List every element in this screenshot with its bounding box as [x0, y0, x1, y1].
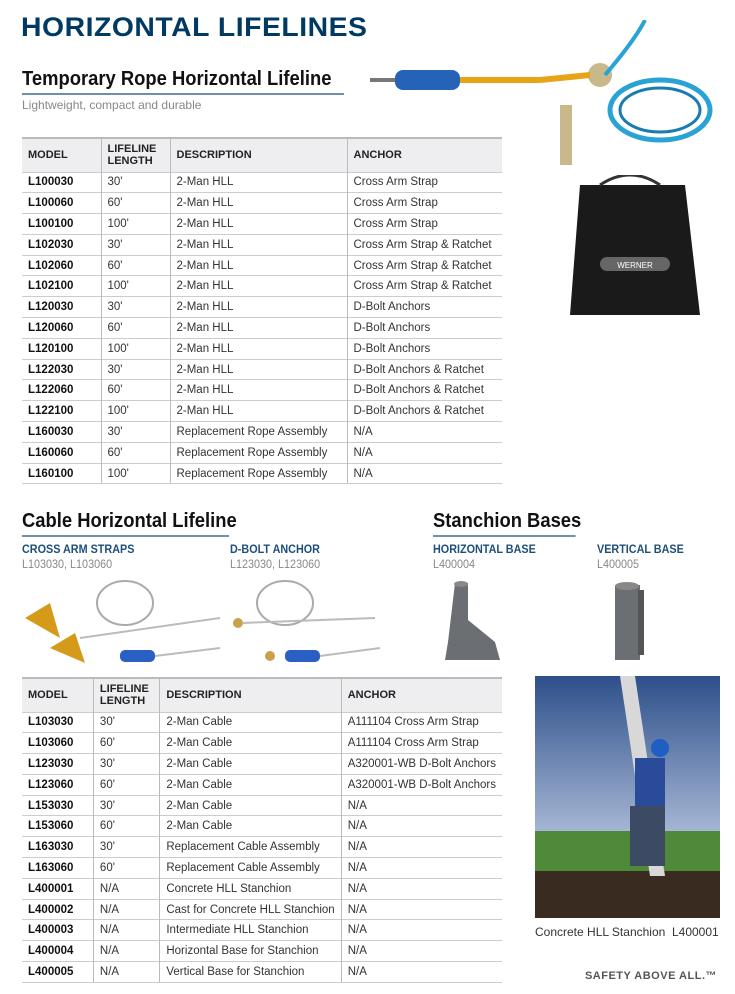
- table-row: [22, 318, 502, 339]
- horizontal-base-code: L400004: [433, 557, 476, 571]
- footer-slogan: SAFETY ABOVE ALL.™: [584, 970, 717, 982]
- concrete-stanchion-photo: [535, 676, 720, 918]
- photo-caption: Concrete HLL Stanchion L400001: [535, 925, 719, 939]
- anchor-cell: N/A: [347, 442, 502, 463]
- anchor-cell: Cross Arm Strap: [347, 193, 502, 214]
- cross-arm-straps-label: CROSS ARM STRAPS: [22, 542, 135, 556]
- table-row: [22, 878, 502, 899]
- model-cell: L160060: [22, 442, 101, 463]
- description-cell: Replacement Cable Assembly: [160, 858, 341, 879]
- length-cell: 100': [101, 338, 170, 359]
- anchor-cell: N/A: [341, 858, 502, 879]
- description-cell: Horizontal Base for Stanchion: [160, 941, 341, 962]
- length-cell: 30': [101, 297, 170, 318]
- model-cell: L120030: [22, 297, 101, 318]
- length-cell: 30': [93, 712, 159, 733]
- description-cell: 2-Man HLL: [170, 318, 347, 339]
- anchor-cell: D-Bolt Anchors: [347, 318, 502, 339]
- anchor-cell: N/A: [341, 816, 502, 837]
- model-cell: L122060: [22, 380, 101, 401]
- anchor-cell: N/A: [341, 878, 502, 899]
- model-cell: L122100: [22, 401, 101, 422]
- table-row: [22, 255, 502, 276]
- length-cell: N/A: [93, 878, 159, 899]
- length-cell: 30': [93, 754, 159, 775]
- table-row: [22, 214, 502, 235]
- anchor-cell: N/A: [341, 941, 502, 962]
- storage-bag-image: [560, 175, 710, 330]
- rope-tagline: Lightweight, compact and durable: [22, 98, 202, 112]
- col-anchor: ANCHOR: [347, 138, 502, 172]
- length-cell: 60': [101, 318, 170, 339]
- description-cell: 2-Man HLL: [170, 297, 347, 318]
- anchor-cell: Cross Arm Strap & Ratchet: [347, 255, 502, 276]
- description-cell: 2-Man Cable: [160, 774, 341, 795]
- anchor-cell: D-Bolt Anchors & Ratchet: [347, 401, 502, 422]
- rope-table: [22, 137, 502, 484]
- table-row: [22, 837, 502, 858]
- table-row: [22, 338, 502, 359]
- table-row: [22, 712, 502, 733]
- table-row: [22, 899, 502, 920]
- model-cell: L120060: [22, 318, 101, 339]
- col-description: DESCRIPTION: [160, 678, 341, 712]
- length-cell: 60': [101, 442, 170, 463]
- page-title: HORIZONTAL LIFELINES: [21, 12, 368, 42]
- model-cell: L163030: [22, 837, 93, 858]
- description-cell: Replacement Rope Assembly: [170, 422, 347, 443]
- model-cell: L400002: [22, 899, 93, 920]
- description-cell: 2-Man HLL: [170, 401, 347, 422]
- table-row: [22, 754, 502, 775]
- length-cell: 30': [93, 795, 159, 816]
- length-cell: 60': [101, 380, 170, 401]
- model-cell: L100060: [22, 193, 101, 214]
- col-length: LIFELINE LENGTH: [93, 678, 159, 712]
- description-cell: 2-Man HLL: [170, 338, 347, 359]
- model-cell: L400003: [22, 920, 93, 941]
- anchor-cell: D-Bolt Anchors: [347, 338, 502, 359]
- anchor-cell: A320001-WB D-Bolt Anchors: [341, 754, 502, 775]
- col-model: MODEL: [22, 678, 93, 712]
- anchor-cell: Cross Arm Strap: [347, 172, 502, 193]
- horizontal-base-label: HORIZONTAL BASE: [433, 542, 536, 556]
- cross-arm-straps-codes: L103030, L103060: [22, 557, 113, 571]
- model-cell: L400004: [22, 941, 93, 962]
- table-row: [22, 359, 502, 380]
- length-cell: 60': [93, 733, 159, 754]
- cross-arm-straps-image: [20, 578, 220, 668]
- anchor-cell: N/A: [341, 962, 502, 983]
- length-cell: 100': [101, 401, 170, 422]
- description-cell: 2-Man HLL: [170, 172, 347, 193]
- table-header-row: [22, 678, 502, 712]
- description-cell: 2-Man HLL: [170, 380, 347, 401]
- model-cell: L120100: [22, 338, 101, 359]
- model-cell: L123030: [22, 754, 93, 775]
- model-cell: L153030: [22, 795, 93, 816]
- table-row: [22, 920, 502, 941]
- length-cell: N/A: [93, 962, 159, 983]
- anchor-cell: A111104 Cross Arm Strap: [341, 733, 502, 754]
- anchor-cell: A320001-WB D-Bolt Anchors: [341, 774, 502, 795]
- description-cell: 2-Man HLL: [170, 193, 347, 214]
- description-cell: Concrete HLL Stanchion: [160, 878, 341, 899]
- table-row: [22, 463, 502, 484]
- description-cell: 2-Man Cable: [160, 816, 341, 837]
- model-cell: L102060: [22, 255, 101, 276]
- anchor-cell: Cross Arm Strap: [347, 214, 502, 235]
- length-cell: 100': [101, 214, 170, 235]
- description-cell: 2-Man Cable: [160, 733, 341, 754]
- table-row: [22, 380, 502, 401]
- model-cell: L400001: [22, 878, 93, 899]
- model-cell: L163060: [22, 858, 93, 879]
- vertical-base-code: L400005: [597, 557, 640, 571]
- length-cell: 30': [101, 234, 170, 255]
- length-cell: 60': [93, 816, 159, 837]
- description-cell: Replacement Cable Assembly: [160, 837, 341, 858]
- description-cell: 2-Man HLL: [170, 234, 347, 255]
- table-row: [22, 401, 502, 422]
- d-bolt-anchor-image: [230, 578, 390, 668]
- anchor-cell: Cross Arm Strap & Ratchet: [347, 276, 502, 297]
- table-row: [22, 795, 502, 816]
- length-cell: 60': [101, 193, 170, 214]
- vertical-base-image: [610, 580, 650, 665]
- model-cell: L100100: [22, 214, 101, 235]
- table-row: [22, 941, 502, 962]
- cable-section-heading: Cable Horizontal Lifeline: [22, 510, 229, 537]
- col-anchor: ANCHOR: [341, 678, 502, 712]
- length-cell: 30': [101, 422, 170, 443]
- length-cell: 100': [101, 276, 170, 297]
- model-cell: L103060: [22, 733, 93, 754]
- anchor-cell: D-Bolt Anchors & Ratchet: [347, 359, 502, 380]
- model-cell: L400005: [22, 962, 93, 983]
- model-cell: L102030: [22, 234, 101, 255]
- length-cell: 60': [93, 774, 159, 795]
- anchor-cell: N/A: [341, 795, 502, 816]
- description-cell: 2-Man HLL: [170, 359, 347, 380]
- description-cell: Intermediate HLL Stanchion: [160, 920, 341, 941]
- length-cell: 30': [101, 172, 170, 193]
- anchor-cell: N/A: [341, 899, 502, 920]
- description-cell: Vertical Base for Stanchion: [160, 962, 341, 983]
- table-header-row: [22, 138, 502, 172]
- col-model: MODEL: [22, 138, 101, 172]
- werner-logo: WERNER: [617, 261, 653, 270]
- description-cell: 2-Man HLL: [170, 214, 347, 235]
- length-cell: 30': [101, 359, 170, 380]
- model-cell: L160100: [22, 463, 101, 484]
- length-cell: N/A: [93, 941, 159, 962]
- length-cell: 60': [101, 255, 170, 276]
- table-row: [22, 422, 502, 443]
- d-bolt-anchor-codes: L123030, L123060: [230, 557, 321, 571]
- rope-section-heading: Temporary Rope Horizontal Lifeline: [22, 68, 344, 95]
- model-cell: L122030: [22, 359, 101, 380]
- table-row: [22, 172, 502, 193]
- d-bolt-anchor-label: D-BOLT ANCHOR: [230, 542, 320, 556]
- description-cell: 2-Man Cable: [160, 795, 341, 816]
- anchor-cell: D-Bolt Anchors: [347, 297, 502, 318]
- description-cell: Cast for Concrete HLL Stanchion: [160, 899, 341, 920]
- anchor-cell: N/A: [341, 837, 502, 858]
- anchor-cell: N/A: [341, 920, 502, 941]
- description-cell: Replacement Rope Assembly: [170, 442, 347, 463]
- col-length: LIFELINE LENGTH: [101, 138, 170, 172]
- model-cell: L160030: [22, 422, 101, 443]
- table-row: [22, 276, 502, 297]
- model-cell: L100030: [22, 172, 101, 193]
- table-row: [22, 442, 502, 463]
- description-cell: 2-Man Cable: [160, 712, 341, 733]
- length-cell: N/A: [93, 899, 159, 920]
- table-row: [22, 297, 502, 318]
- cable-table: [22, 677, 502, 983]
- table-row: [22, 193, 502, 214]
- stanchion-section-heading: Stanchion Bases: [433, 510, 576, 537]
- anchor-cell: Cross Arm Strap & Ratchet: [347, 234, 502, 255]
- vertical-base-label: VERTICAL BASE: [597, 542, 684, 556]
- table-row: [22, 962, 502, 983]
- description-cell: 2-Man Cable: [160, 754, 341, 775]
- model-cell: L123060: [22, 774, 93, 795]
- description-cell: Replacement Rope Assembly: [170, 463, 347, 484]
- table-row: [22, 234, 502, 255]
- length-cell: 100': [101, 463, 170, 484]
- col-description: DESCRIPTION: [170, 138, 347, 172]
- anchor-cell: N/A: [347, 422, 502, 443]
- model-cell: L153060: [22, 816, 93, 837]
- anchor-cell: D-Bolt Anchors & Ratchet: [347, 380, 502, 401]
- anchor-cell: A111104 Cross Arm Strap: [341, 712, 502, 733]
- length-cell: 30': [93, 837, 159, 858]
- anchor-cell: N/A: [347, 463, 502, 484]
- table-row: [22, 858, 502, 879]
- horizontal-base-image: [440, 580, 510, 665]
- table-row: [22, 774, 502, 795]
- model-cell: L103030: [22, 712, 93, 733]
- table-row: [22, 733, 502, 754]
- model-cell: L102100: [22, 276, 101, 297]
- table-row: [22, 816, 502, 837]
- description-cell: 2-Man HLL: [170, 255, 347, 276]
- description-cell: 2-Man HLL: [170, 276, 347, 297]
- length-cell: N/A: [93, 920, 159, 941]
- length-cell: 60': [93, 858, 159, 879]
